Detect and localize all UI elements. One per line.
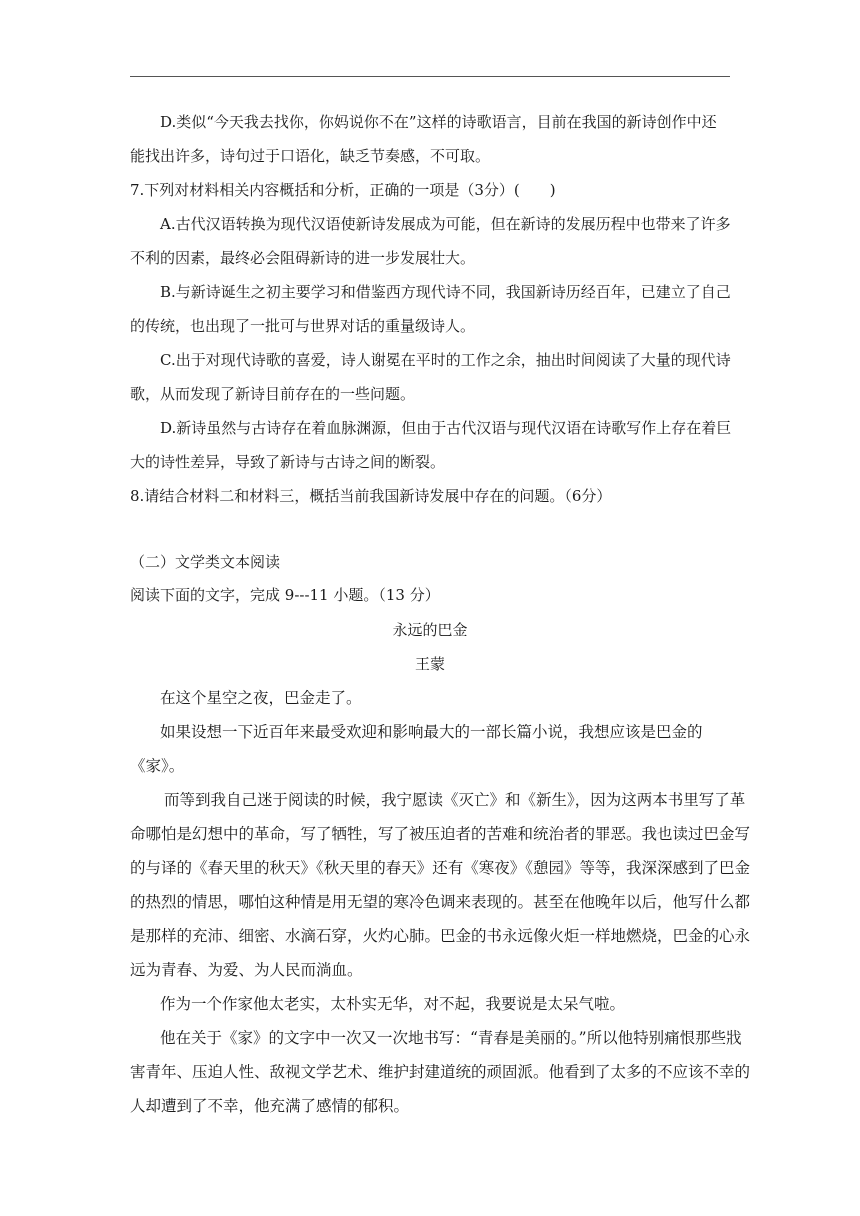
q7-option-b-line2: 的传统，也出现了一批可与世界对话的重量级诗人。 (130, 317, 476, 335)
paragraph-3-line1: 而等到我自己迷于阅读的时候，我宁愿读《灭亡》和《新生》，因为这两本书里写了革 (164, 791, 746, 809)
paragraph-1: 在这个星空之夜，巴金走了。 (160, 689, 362, 707)
paragraph-3-line3: 的与译的《春天里的秋天》《秋天里的春天》还有《寒夜》《憩园》等等，我深深感到了巴金 (130, 859, 751, 877)
q7-option-c-line2: 歌，从而发现了新诗目前存在的一些问题。 (130, 385, 416, 403)
article-title: 永远的巴金 (392, 621, 468, 639)
q6-option-d-line2: 能找出许多，诗句过于口语化，缺乏节奏感，不可取。 (130, 147, 491, 165)
paragraph-5-line2: 害青年、压迫人性、敌视文学艺术、维护封建道统的顽固派。他看到了太多的不应该不幸的 (130, 1063, 751, 1081)
header-rule (130, 76, 730, 77)
q7-stem: 7.下列对材料相关内容概括和分析，正确的一项是（3分）( ) (130, 181, 556, 199)
q6-option-d-line1: D.类似“今天我去找你，你妈说你不在”这样的诗歌语言，目前在我国的新诗创作中还 (160, 113, 717, 131)
paragraph-5-line3: 人却遭到了不幸，他充满了感情的郁积。 (130, 1097, 410, 1115)
paragraph-2-line1: 如果设想一下近百年来最受欢迎和影响最大的一部长篇小说，我想应该是巴金的 (160, 723, 703, 741)
reading-instruction: 阅读下面的文字，完成 9---11 小题。（13 分） (130, 586, 440, 604)
paragraph-3-line6: 远为青春、为爱、为人民而淌血。 (130, 961, 363, 979)
q7-option-d-line1: D.新诗虽然与古诗存在着血脉渊源，但由于古代汉语与现代汉语在诗歌写作上存在着巨 (160, 419, 732, 437)
paragraph-4: 作为一个作家他太老实，太朴实无华，对不起，我要说是太呆气啦。 (160, 995, 626, 1013)
paragraph-3-line4: 的热烈的情思，哪怕这种情是用无望的寒冷色调来表现的。甚至在他晚年以后，他写什么都 (130, 893, 751, 911)
q7-option-a-line1: A.古代汉语转换为现代汉语使新诗发展成为可能，但在新诗的发展历程中也带来了许多 (160, 215, 731, 233)
q8-stem: 8.请结合材料二和材料三，概括当前我国新诗发展中存在的问题。（6分） (130, 487, 612, 505)
section-heading: （二）文学类文本阅读 (130, 553, 281, 571)
paragraph-2-line2: 《家》。 (130, 757, 185, 775)
paragraph-5-line1: 他在关于《家》的文字中一次又一次地书写：“青春是美丽的。”所以他特别痛恨那些戕 (160, 1029, 742, 1047)
paragraph-3-line2: 命哪怕是幻想中的革命，写了牺牲，写了被压迫者的苦难和统治者的罪恶。我也读过巴金写 (130, 825, 751, 843)
q7-option-a-line2: 不利的因素，最终必会阻碍新诗的进一步发展壮大。 (130, 249, 476, 267)
q7-option-d-line2: 大的诗性差异，导致了新诗与古诗之间的断裂。 (130, 453, 446, 471)
q7-option-b-line1: B.与新诗诞生之初主要学习和借鉴西方现代诗不同，我国新诗历经百年，已建立了自己 (160, 283, 731, 301)
paragraph-3-line5: 是那样的充沛、细密、水滴石穿，火灼心肺。巴金的书永远像火炬一样地燃烧，巴金的心永 (130, 927, 751, 945)
article-author: 王蒙 (414, 655, 445, 673)
q7-option-c-line1: C.出于对现代诗歌的喜爱，诗人谢冕在平时的工作之余，抽出时间阅读了大量的现代诗 (160, 351, 731, 369)
